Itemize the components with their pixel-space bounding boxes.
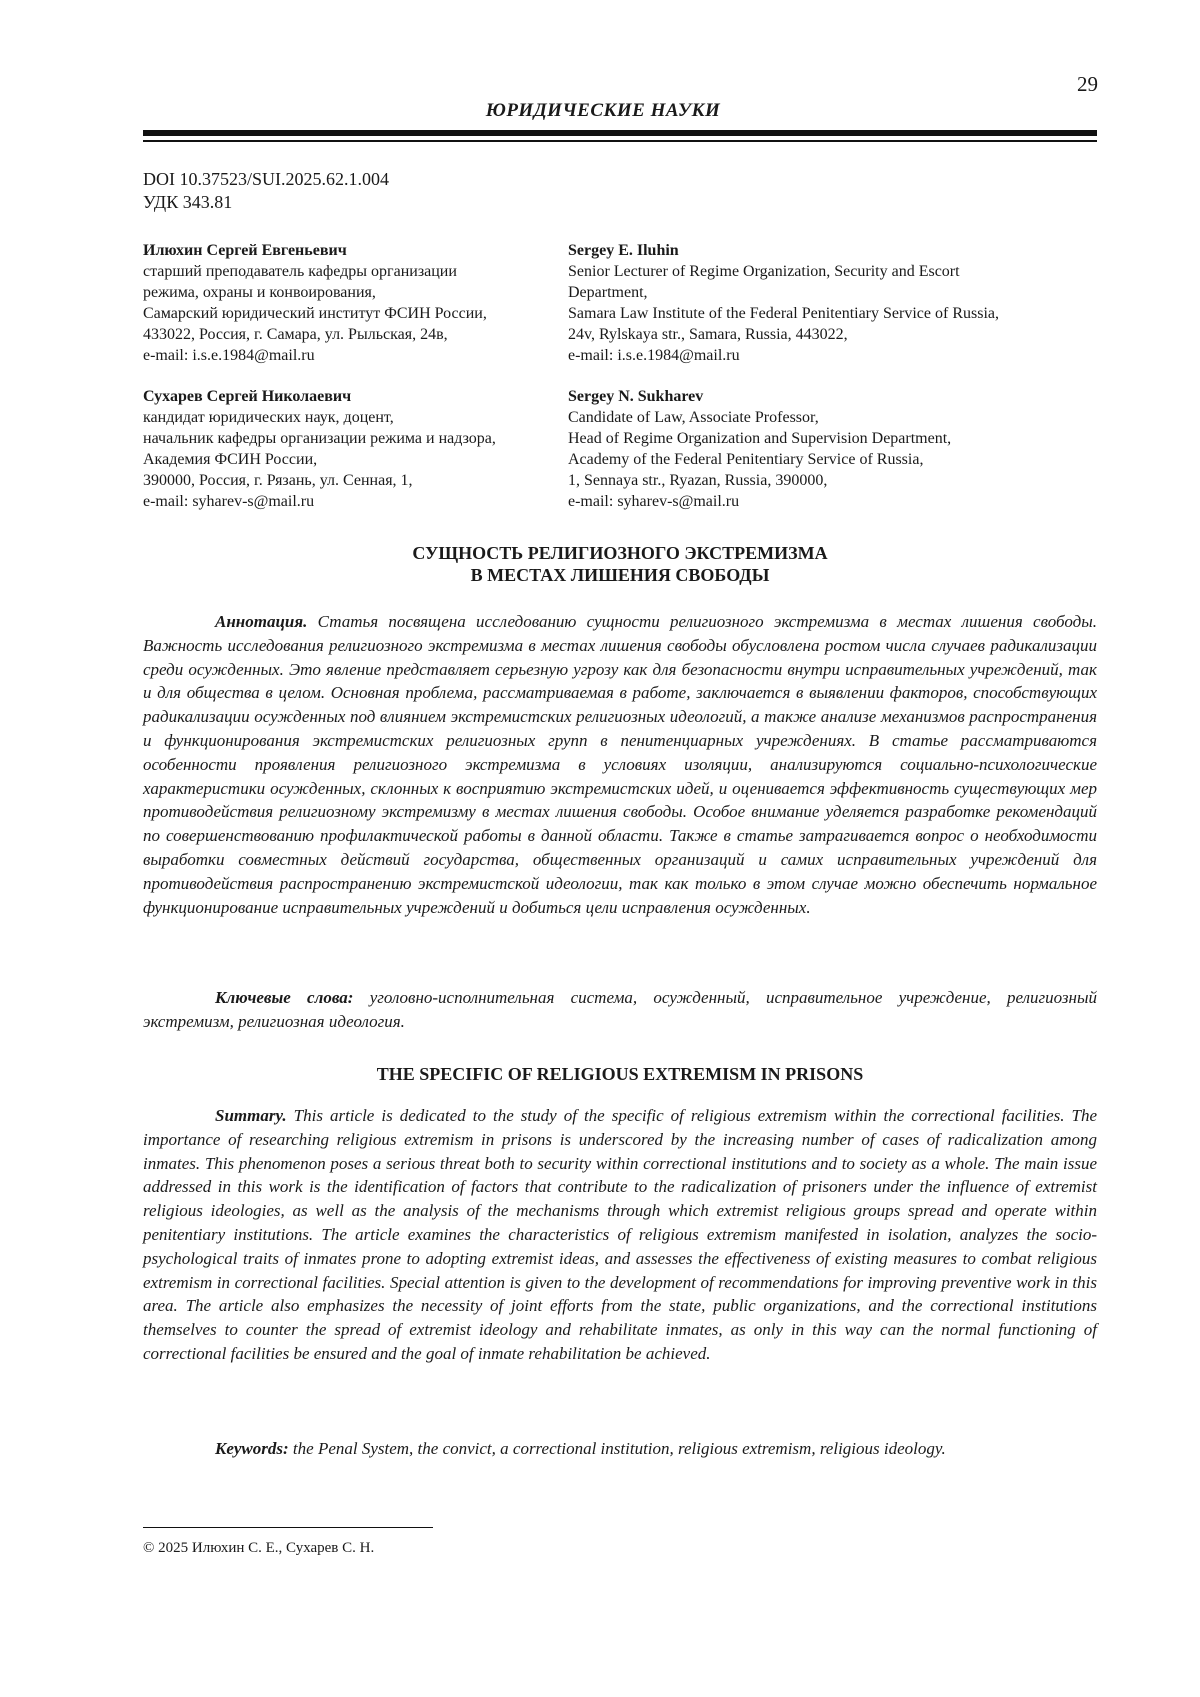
copyright: © 2025 Илюхин С. Е., Сухарев С. Н. — [143, 1540, 374, 1557]
keywords-ru — [143, 986, 1097, 1034]
author-ru — [143, 240, 568, 366]
keywords-en-label: Keywords: — [215, 1439, 289, 1458]
doi: DOI 10.37523/SUI.2025.62.1.004 — [143, 168, 389, 191]
keywords-ru-text: уголовно-исполнительная система, осужденный, исправительное учреждение, религиозный экстремизм, религиозная идеология. — [143, 988, 1097, 1031]
author-line: Академия ФСИН России, — [143, 449, 568, 470]
author-name: Сухарев Сергей Николаевич — [143, 386, 568, 407]
author-line: 390000, Россия, г. Рязань, ул. Сенная, 1, — [143, 470, 568, 491]
footnote-rule — [143, 1527, 433, 1528]
abstract-ru-text: Статья посвящена исследованию сущности религиозного экстремизма в местах лишения свободы. Важность исследования религиозного экстремизма в местах лишения свободы обусловлена ростом числа случаев радикализации среди осужденных. Это явление представляет серьезную угрозу как для безопасности внутри исправительных учреждений, так и для общества в целом. Основная проблема, рассматриваемая в работе, заключается в выявлении факторов, способствующих радикализации осужденных под влиянием экстремистских религиозных идеологий, а также анализе механизмов распространения и функционирования экстремистских религиозных групп в пенитенциарных учреждениях. В статье рассматриваются особенности проявления религиозного экстремизма в условиях изоляции, анализируются социально-психологические характеристики осужденных, склонных к восприятию экстремистских идей, и оценивается эффективность существующих мер противодействия религиозному экстремизму в местах лишения свободы. Особое внимание уделяется разработке рекомендаций по совершенствованию профилактической работы в данной области. Также в статье затрагивается вопрос о необходимости выработки совместных действий государства, общественных организаций и самих исправительных учреждений для противодействия распространению экстремистской идеологии, так как только в этом случае можно обеспечить нормальное функционирование исправительных учреждений и добиться цели исправления осужденных. — [143, 612, 1097, 917]
author-line: Senior Lecturer of Regime Organization, Security and Escort — [568, 261, 1103, 282]
keywords-en — [143, 1437, 1097, 1461]
section-header: ЮРИДИЧЕСКИЕ НАУКИ — [148, 100, 1058, 122]
author-row — [143, 240, 1103, 366]
author-line: начальник кафедры организации режима и надзора, — [143, 428, 568, 449]
author-email: e-mail: i.s.e.1984@mail.ru — [143, 345, 568, 366]
author-line: Department, — [568, 282, 1103, 303]
keywords-ru-label: Ключевые слова: — [215, 988, 353, 1007]
author-line: Academy of the Federal Penitentiary Service of Russia, — [568, 449, 1103, 470]
author-line: Candidate of Law, Associate Professor, — [568, 407, 1103, 428]
author-email: e-mail: syharev-s@mail.ru — [568, 491, 1103, 512]
author-name: Sergey N. Sukharev — [568, 386, 1103, 407]
author-name: Sergey E. Iluhin — [568, 240, 1103, 261]
author-line: Самарский юридический институт ФСИН России, — [143, 303, 568, 324]
author-line: старший преподаватель кафедры организации — [143, 261, 568, 282]
title-ru — [143, 542, 1097, 586]
header-rule-thin — [143, 140, 1097, 142]
author-ru — [143, 386, 568, 512]
author-line: 433022, Россия, г. Самара, ул. Рыльская, 24в, — [143, 324, 568, 345]
author-en — [568, 240, 1103, 366]
author-email: e-mail: i.s.e.1984@mail.ru — [568, 345, 1103, 366]
authors-block — [143, 240, 1103, 532]
page-number: 29 — [1077, 72, 1098, 97]
abstract-en-text: This article is dedicated to the study of the specific of religious extremism within the correctional facilities. The importance of researching religious extremism in prisons is underscored by the increasing number of cases of radicalization among inmates. This phenomenon poses a serious threat both to security within correctional institutions and to society as a whole. The main issue addressed in this work is the identification of factors that contribute to the radicalization of prisoners under the influence of extremist religious ideologies, as well as the analysis of the mechanisms through which extremist religious groups spread and operate within penitentiary institutions. The article examines the characteristics of religious extremism manifested in isolation, analyzes the socio-psychological traits of inmates prone to adopting extremist ideas, and assesses the effectiveness of existing measures to combat religious extremism in correctional facilities. Special attention is given to the development of recommendations for improving preventive work in this area. The article also emphasizes the necessity of joint efforts from the state, public organizations, and the correctional institutions themselves to counter the spread of extremist ideology and rehabilitate inmates, as only in this way can the normal functioning of correctional facilities be ensured and the goal of inmate rehabilitation be achieved. — [143, 1106, 1097, 1363]
udk: УДК 343.81 — [143, 191, 389, 214]
identifiers — [143, 168, 389, 214]
author-line: кандидат юридических наук, доцент, — [143, 407, 568, 428]
author-en — [568, 386, 1103, 512]
author-email: e-mail: syharev-s@mail.ru — [143, 491, 568, 512]
keywords-en-text: the Penal System, the convict, a correctional institution, religious extremism, religious ideology. — [293, 1439, 946, 1458]
abstract-ru-label: Аннотация. — [215, 612, 307, 631]
header-rule-thick — [143, 130, 1097, 136]
author-row — [143, 386, 1103, 512]
author-name: Илюхин Сергей Евгеньевич — [143, 240, 568, 261]
author-line: Head of Regime Organization and Supervision Department, — [568, 428, 1103, 449]
author-line: Samara Law Institute of the Federal Penitentiary Service of Russia, — [568, 303, 1103, 324]
author-line: 1, Sennaya str., Ryazan, Russia, 390000, — [568, 470, 1103, 491]
abstract-en — [143, 1104, 1097, 1366]
abstract-en-label: Summary. — [215, 1106, 287, 1125]
title-en: THE SPECIFIC OF RELIGIOUS EXTREMISM IN PRISONS — [143, 1064, 1097, 1085]
author-line: режима, охраны и конвоирования, — [143, 282, 568, 303]
title-ru-line: В МЕСТАХ ЛИШЕНИЯ СВОБОДЫ — [143, 564, 1097, 586]
abstract-ru — [143, 610, 1097, 919]
title-ru-line: СУЩНОСТЬ РЕЛИГИОЗНОГО ЭКСТРЕМИЗМА — [143, 542, 1097, 564]
author-line: 24v, Rylskaya str., Samara, Russia, 443022, — [568, 324, 1103, 345]
